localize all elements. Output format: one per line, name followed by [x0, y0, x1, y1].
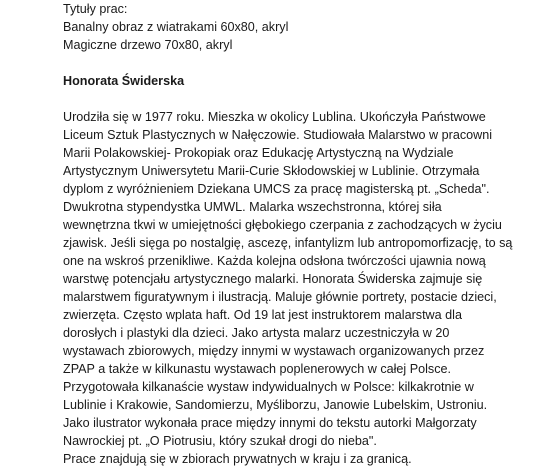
work-item: Magiczne drzewo 70x80, akryl [63, 38, 233, 52]
bio-line: Urodziła się w 1977 roku. Mieszka w okolicy Lublina. Ukończyła Państwowe [63, 110, 486, 124]
bio-line: wewnętrzna tkwi w umiejętności głębokiego czerpania z zachodzących w życiu [63, 218, 502, 232]
bio-line: Liceum Sztuk Plastycznych w Nałęczowie. Studiowała Malarstwo w pracowni [63, 128, 493, 142]
bio-line: Jako ilustrator wykonała prace między innymi do tekstu autorki Małgorzaty [63, 416, 477, 430]
bio-line: malarstwem figuratywnym i ilustracją. Maluje głównie portrety, postacie dzieci, [63, 290, 497, 304]
bio-line: Lublinie i Krakowie, Sandomierzu, Myśliborzu, Janowie Lubelskim, Ustroniu. [63, 398, 488, 412]
artist-name-heading: Honorata Świderska [63, 74, 185, 88]
bio-paragraph [63, 108, 523, 468]
works-section [63, 0, 523, 54]
document-page [63, 0, 523, 468]
bio-line: dyplom z wyróżnieniem Dziekana UMCS za pracę magisterską pt. „Scheda". [63, 182, 490, 196]
spacer [63, 54, 523, 72]
bio-line: zjawisk. Jeśli sięga po nostalgię, ascezę, infantylizm lub antropomorfizację, to są [63, 236, 513, 250]
bio-line: Prace znajdują się w zbiorach prywatnych w kraju i za granicą. [63, 452, 412, 466]
bio-line: one na wskroś przenikliwe. Każda kolejna odsłona twórczości ujawnia nową [63, 254, 486, 268]
bio-line: warstwę potencjału artystycznego malarki. Honorata Świderska zajmuje się [63, 272, 483, 286]
bio-line: Artystycznym Uniwersytetu Marii-Curie Skłodowskiej w Lublinie. Otrzymała [63, 164, 480, 178]
bio-line: Dwukrotna stypendystka UMWL. Malarka wszechstronna, której siła [63, 200, 442, 214]
bio-line: Nawrockiej pt. „O Piotrusiu, który szukał drogi do nieba". [63, 434, 377, 448]
bio-line: zwierzęta. Często wplata haft. Od 19 lat jest instruktorem malarstwa dla [63, 308, 462, 322]
spacer [63, 90, 523, 108]
works-heading: Tytuły prac: [63, 2, 128, 16]
bio-line: Marii Polakowskiej- Prokopiak oraz Edukację Artystyczną na Wydziale [63, 146, 454, 160]
work-item: Banalny obraz z wiatrakami 60x80, akryl [63, 20, 289, 34]
bio-line: Przygotowała kilkanaście wystaw indywidualnych w Polsce: kilkakrotnie w [63, 380, 474, 394]
bio-line: wystawach zbiorowych, między innymi w wystawach organizowanych przez [63, 344, 485, 358]
bio-line: dorosłych i plastyki dla dzieci. Jako artysta malarz uczestniczyła w 20 [63, 326, 450, 340]
bio-line: ZPAP a także w kilkunastu wystawach poplenerowych w całej Polsce. [63, 362, 452, 376]
